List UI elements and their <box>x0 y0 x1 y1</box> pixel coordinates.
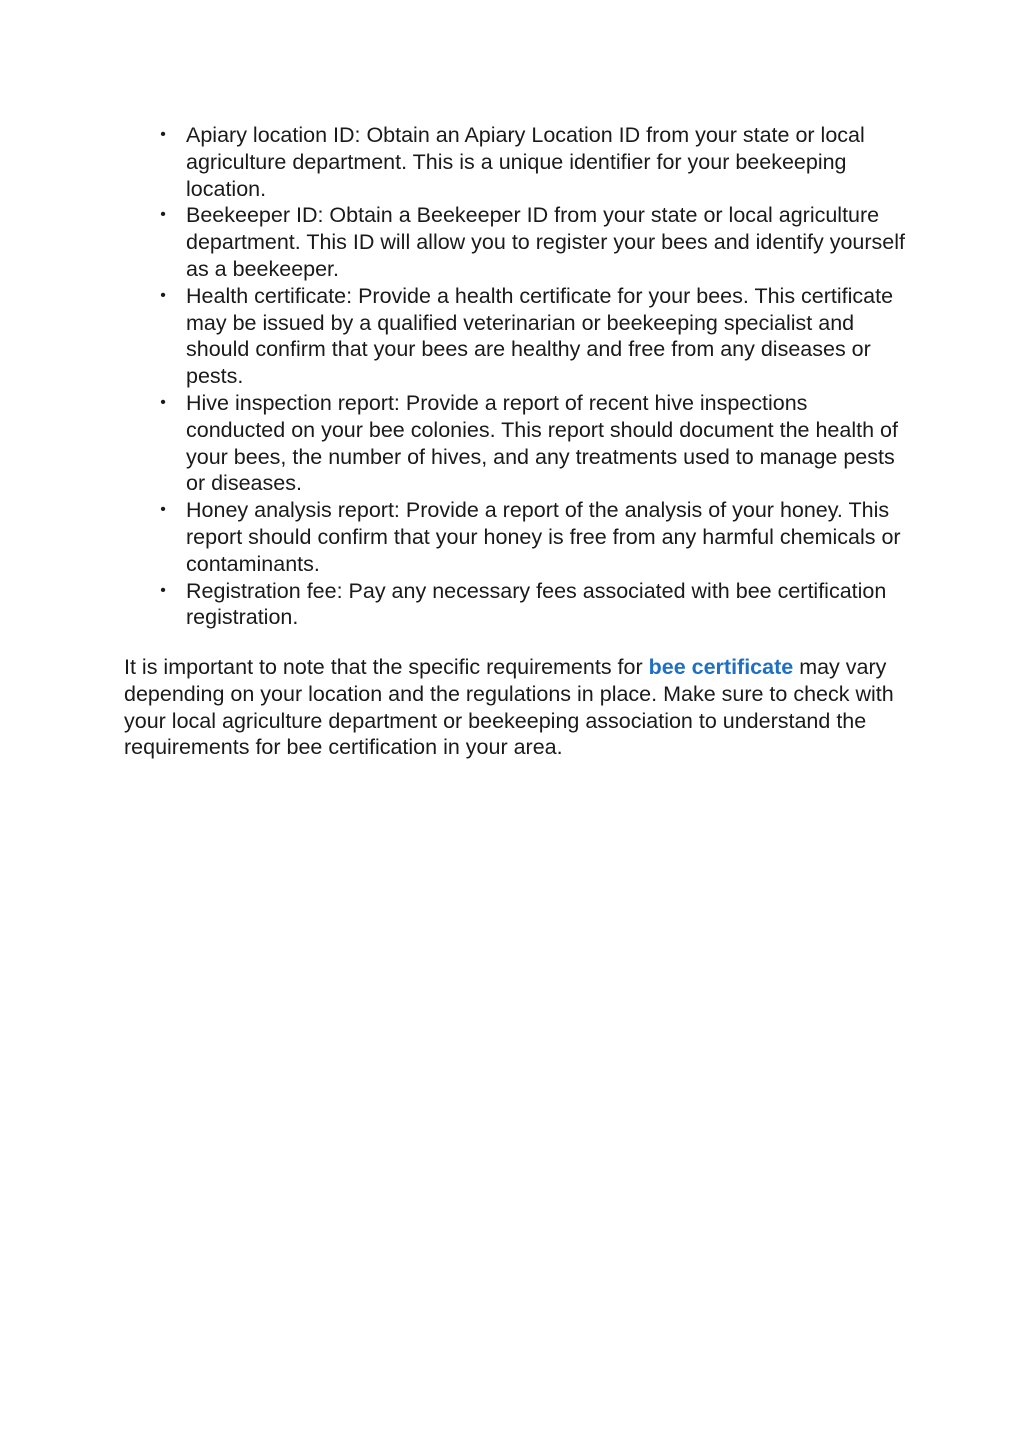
bullet-icon: • <box>160 501 166 519</box>
list-item <box>160 578 906 632</box>
list-item <box>160 202 906 282</box>
list-item <box>160 283 906 390</box>
list-item-text: Registration fee: Pay any necessary fees associated with bee certification registration. <box>186 578 887 630</box>
note-text-before-link: It is important to note that the specific requirements for <box>124 655 649 679</box>
list-item <box>160 497 906 577</box>
bullet-icon: • <box>160 126 166 143</box>
bullet-icon: • <box>160 206 166 224</box>
bee-certificate-link[interactable]: bee certificate <box>648 655 794 679</box>
note-text-after-link: may vary depending on your location and the regulations in place. Make sure to check with your local agriculture department or beekeeping association to understand the requirements for bee certification in your area. <box>124 655 894 760</box>
list-item-text: Beekeeper ID: Obtain a Beekeeper ID from your state or local agriculture department. This ID will allow you to register your bees and identify yourself as a beekeeper. <box>186 203 906 281</box>
list-item-text: Honey analysis report: Provide a report of the analysis of your honey. This report should confirm that your honey is free from any harmful chemicals or contaminants. <box>186 498 901 576</box>
note-paragraph <box>124 654 914 761</box>
bullet-icon: • <box>160 286 166 304</box>
list-item-text: Hive inspection report: Provide a report of recent hive inspections conducted on your bee colonies. This report should document the health of your bees, the number of hives, and any treatments used to manage pests or diseases. <box>186 390 898 496</box>
list-item <box>160 122 906 202</box>
requirements-list <box>160 122 906 631</box>
list-item-text: Apiary location ID: Obtain an Apiary Location ID from your state or local agriculture department. This is a unique identifier for your beekeeping location. <box>186 123 865 201</box>
list-item <box>160 390 906 497</box>
bullet-icon: • <box>160 393 166 411</box>
list-item-text: Health certificate: Provide a health certificate for your bees. This certificate may be issued by a qualified veterinarian or beekeeping specialist and should confirm that your bees are healthy and free from any diseases or pests. <box>186 283 894 389</box>
bullet-icon: • <box>160 581 166 599</box>
